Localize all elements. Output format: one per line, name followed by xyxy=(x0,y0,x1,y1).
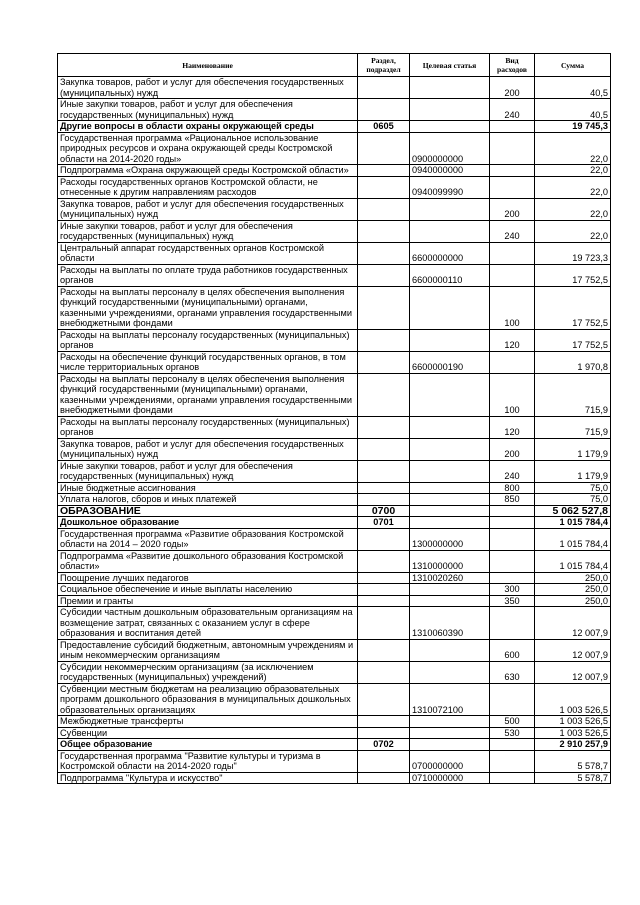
row-section xyxy=(358,132,410,165)
row-expense: 240 xyxy=(490,460,535,482)
row-name: Социальное обеспечение и иные выплаты населению xyxy=(58,584,358,596)
row-section: 0700 xyxy=(358,505,410,517)
row-section xyxy=(358,661,410,683)
row-amount: 12 007,9 xyxy=(535,607,611,640)
row-expense: 120 xyxy=(490,416,535,438)
row-name: Уплата налогов, сборов и иных платежей xyxy=(58,494,358,506)
table-row xyxy=(58,77,611,99)
table-row xyxy=(58,683,611,716)
row-target xyxy=(410,77,490,99)
row-target xyxy=(410,517,490,529)
row-expense xyxy=(490,572,535,584)
row-amount: 250,0 xyxy=(535,584,611,596)
row-target: 0940000000 xyxy=(410,165,490,177)
row-section xyxy=(358,482,410,494)
row-amount: 1 970,8 xyxy=(535,351,611,373)
row-expense xyxy=(490,121,535,133)
row-section xyxy=(358,264,410,286)
row-amount: 22,0 xyxy=(535,132,611,165)
row-target xyxy=(410,584,490,596)
row-section xyxy=(358,550,410,572)
table-row xyxy=(58,165,611,177)
row-expense: 350 xyxy=(490,595,535,607)
row-expense: 850 xyxy=(490,494,535,506)
row-section xyxy=(358,716,410,728)
row-section xyxy=(358,750,410,772)
row-target xyxy=(410,505,490,517)
table-row xyxy=(58,99,611,121)
row-target xyxy=(410,661,490,683)
row-expense xyxy=(490,528,535,550)
table-row xyxy=(58,329,611,351)
row-amount: 715,9 xyxy=(535,416,611,438)
row-name: Общее образование xyxy=(58,739,358,751)
row-section xyxy=(358,460,410,482)
row-section xyxy=(358,286,410,329)
row-name: Государственная программа «Рациональное использование природных ресурсов и охрана окружающей среды Костромской области на 2014-2020 годы» xyxy=(58,132,358,165)
table-row xyxy=(58,528,611,550)
row-target: 6600000190 xyxy=(410,351,490,373)
row-amount: 75,0 xyxy=(535,494,611,506)
table-row xyxy=(58,584,611,596)
row-expense: 500 xyxy=(490,716,535,728)
row-amount: 1 003 526,5 xyxy=(535,727,611,739)
row-expense xyxy=(490,607,535,640)
table-row xyxy=(58,242,611,264)
row-section xyxy=(358,772,410,784)
header-amount: Сумма xyxy=(535,54,611,77)
table-row xyxy=(58,505,611,517)
row-name: Другие вопросы в области охраны окружающей среды xyxy=(58,121,358,133)
row-amount: 17 752,5 xyxy=(535,329,611,351)
row-name: Расходы на выплаты по оплате труда работников государственных органов xyxy=(58,264,358,286)
row-amount: 250,0 xyxy=(535,595,611,607)
header-section: Раздел, подраздел xyxy=(358,54,410,77)
row-target xyxy=(410,329,490,351)
table-row xyxy=(58,198,611,220)
row-section: 0701 xyxy=(358,517,410,529)
row-expense: 600 xyxy=(490,639,535,661)
row-name: Субвенции xyxy=(58,727,358,739)
row-amount: 5 578,7 xyxy=(535,750,611,772)
row-amount: 1 003 526,5 xyxy=(535,683,611,716)
row-section: 0605 xyxy=(358,121,410,133)
row-name: Государственная программа "Развитие культуры и туризма в Костромской области на 2014-2020 годы" xyxy=(58,750,358,772)
row-expense: 240 xyxy=(490,99,535,121)
row-amount: 17 752,5 xyxy=(535,264,611,286)
row-target xyxy=(410,220,490,242)
row-target: 0710000000 xyxy=(410,772,490,784)
row-target xyxy=(410,416,490,438)
table-row xyxy=(58,176,611,198)
row-target: 1310060390 xyxy=(410,607,490,640)
row-amount: 1 015 784,4 xyxy=(535,517,611,529)
row-target xyxy=(410,373,490,416)
row-target: 1310072100 xyxy=(410,683,490,716)
row-section xyxy=(358,373,410,416)
row-amount: 40,5 xyxy=(535,99,611,121)
row-target: 0700000000 xyxy=(410,750,490,772)
table-row xyxy=(58,460,611,482)
row-expense: 100 xyxy=(490,286,535,329)
row-section xyxy=(358,607,410,640)
row-target xyxy=(410,99,490,121)
row-section xyxy=(358,198,410,220)
row-amount: 19 745,3 xyxy=(535,121,611,133)
row-name: Премии и гранты xyxy=(58,595,358,607)
header-expense: Вид расходов xyxy=(490,54,535,77)
row-expense xyxy=(490,505,535,517)
row-expense: 200 xyxy=(490,198,535,220)
row-section xyxy=(358,584,410,596)
row-name: Иные закупки товаров, работ и услуг для обеспечения государственных (муниципальных) нужд xyxy=(58,99,358,121)
row-name: Предоставление субсидий бюджетным, автономным учреждениям и иным некоммерческим организациям xyxy=(58,639,358,661)
row-section xyxy=(358,494,410,506)
row-name: Субсидии частным дошкольным образовательным организациям на возмещение затрат, связанных с оказанием услуг в сфере образования и воспитания детей xyxy=(58,607,358,640)
table-row xyxy=(58,595,611,607)
row-target xyxy=(410,739,490,751)
row-target xyxy=(410,727,490,739)
table-row xyxy=(58,351,611,373)
row-name: Закупка товаров, работ и услуг для обеспечения государственных (муниципальных) нужд xyxy=(58,77,358,99)
row-name: Закупка товаров, работ и услуг для обеспечения государственных (муниципальных) нужд xyxy=(58,438,358,460)
row-amount: 1 179,9 xyxy=(535,460,611,482)
row-expense: 200 xyxy=(490,77,535,99)
row-name: Подпрограмма «Развитие дошкольного образования Костромской области» xyxy=(58,550,358,572)
table-row xyxy=(58,264,611,286)
table-row xyxy=(58,572,611,584)
row-section xyxy=(358,595,410,607)
row-expense: 300 xyxy=(490,584,535,596)
row-target xyxy=(410,460,490,482)
table-row xyxy=(58,220,611,242)
row-amount: 1 003 526,5 xyxy=(535,716,611,728)
row-section xyxy=(358,528,410,550)
table-row xyxy=(58,121,611,133)
table-row xyxy=(58,716,611,728)
row-target xyxy=(410,198,490,220)
table-row xyxy=(58,750,611,772)
row-amount: 22,0 xyxy=(535,165,611,177)
header-row xyxy=(58,54,611,77)
row-section xyxy=(358,220,410,242)
table-row xyxy=(58,727,611,739)
row-expense: 240 xyxy=(490,220,535,242)
row-expense xyxy=(490,683,535,716)
row-name: Иные бюджетные ассигнования xyxy=(58,482,358,494)
row-amount: 715,9 xyxy=(535,373,611,416)
table-row xyxy=(58,286,611,329)
row-expense: 120 xyxy=(490,329,535,351)
row-section xyxy=(358,99,410,121)
header-target: Целевая статья xyxy=(410,54,490,77)
row-expense xyxy=(490,176,535,198)
row-amount: 1 179,9 xyxy=(535,438,611,460)
row-expense xyxy=(490,750,535,772)
row-expense xyxy=(490,165,535,177)
row-section xyxy=(358,351,410,373)
table-row xyxy=(58,416,611,438)
row-name: Иные закупки товаров, работ и услуг для обеспечения государственных (муниципальных) нужд xyxy=(58,460,358,482)
row-amount: 250,0 xyxy=(535,572,611,584)
table-body xyxy=(58,77,611,784)
table-row xyxy=(58,438,611,460)
row-target xyxy=(410,494,490,506)
row-target xyxy=(410,286,490,329)
row-name: Субсидии некоммерческим организациям (за исключением государственных (муниципальных) учреждений) xyxy=(58,661,358,683)
table-row xyxy=(58,132,611,165)
row-target: 1310020260 xyxy=(410,572,490,584)
row-section xyxy=(358,165,410,177)
table-row xyxy=(58,607,611,640)
row-name: Межбюджетные трансферты xyxy=(58,716,358,728)
row-expense xyxy=(490,550,535,572)
row-amount: 22,0 xyxy=(535,198,611,220)
row-expense xyxy=(490,772,535,784)
row-expense xyxy=(490,517,535,529)
row-expense: 200 xyxy=(490,438,535,460)
row-amount: 22,0 xyxy=(535,220,611,242)
row-name: Дошкольное образование xyxy=(58,517,358,529)
row-target: 1310000000 xyxy=(410,550,490,572)
row-amount: 75,0 xyxy=(535,482,611,494)
row-target xyxy=(410,121,490,133)
table-row xyxy=(58,661,611,683)
row-expense xyxy=(490,242,535,264)
row-target: 0940099990 xyxy=(410,176,490,198)
table-row xyxy=(58,373,611,416)
row-target: 0900000000 xyxy=(410,132,490,165)
row-target: 6600000110 xyxy=(410,264,490,286)
row-section xyxy=(358,572,410,584)
row-expense: 800 xyxy=(490,482,535,494)
row-section xyxy=(358,77,410,99)
row-section xyxy=(358,329,410,351)
row-section xyxy=(358,242,410,264)
row-name: Расходы на выплаты персоналу в целях обеспечения выполнения функций государственными (муниципальными) органами, казенными учреждениями, органами управления государственными внебюджетными фондами xyxy=(58,373,358,416)
row-name: Иные закупки товаров, работ и услуг для обеспечения государственных (муниципальных) нужд xyxy=(58,220,358,242)
row-name: Поощрение лучших педагогов xyxy=(58,572,358,584)
table-row xyxy=(58,772,611,784)
row-name: Расходы государственных органов Костромской области, не отнесенные к другим направлениям расходов xyxy=(58,176,358,198)
row-target: 1300000000 xyxy=(410,528,490,550)
table-row xyxy=(58,639,611,661)
table-row xyxy=(58,494,611,506)
row-amount: 17 752,5 xyxy=(535,286,611,329)
header-name: Наименование xyxy=(58,54,358,77)
row-amount: 5 062 527,8 xyxy=(535,505,611,517)
row-name: Субвенции местным бюджетам на реализацию образовательных программ дошкольного образования в муниципальных дошкольных образовательных организациях xyxy=(58,683,358,716)
row-amount: 5 578,7 xyxy=(535,772,611,784)
table-row xyxy=(58,482,611,494)
row-name: Расходы на обеспечение функций государственных органов, в том числе территориальных органов xyxy=(58,351,358,373)
row-amount: 2 910 257,9 xyxy=(535,739,611,751)
row-amount: 40,5 xyxy=(535,77,611,99)
row-target xyxy=(410,716,490,728)
table-row xyxy=(58,739,611,751)
table-header xyxy=(58,54,611,77)
row-name: Расходы на выплаты персоналу государственных (муниципальных) органов xyxy=(58,416,358,438)
row-target xyxy=(410,595,490,607)
row-amount: 1 015 784,4 xyxy=(535,528,611,550)
row-name: Закупка товаров, работ и услуг для обеспечения государственных (муниципальных) нужд xyxy=(58,198,358,220)
table-row xyxy=(58,517,611,529)
row-expense: 530 xyxy=(490,727,535,739)
budget-table xyxy=(57,53,611,784)
row-expense xyxy=(490,739,535,751)
row-section xyxy=(358,176,410,198)
row-amount: 19 723,3 xyxy=(535,242,611,264)
row-expense xyxy=(490,132,535,165)
row-name: Государственная программа «Развитие образования Костромской области на 2014 – 2020 годы» xyxy=(58,528,358,550)
table-row xyxy=(58,550,611,572)
row-name: ОБРАЗОВАНИЕ xyxy=(58,505,358,517)
row-section xyxy=(358,727,410,739)
row-amount: 12 007,9 xyxy=(535,639,611,661)
row-expense: 100 xyxy=(490,373,535,416)
row-expense xyxy=(490,351,535,373)
row-expense xyxy=(490,264,535,286)
row-section xyxy=(358,639,410,661)
row-name: Расходы на выплаты персоналу государственных (муниципальных) органов xyxy=(58,329,358,351)
row-section: 0702 xyxy=(358,739,410,751)
row-name: Расходы на выплаты персоналу в целях обеспечения выполнения функций государственными (муниципальными) органами, казенными учреждениями, органами управления государственными внебюджетными фондами xyxy=(58,286,358,329)
row-name: Центральный аппарат государственных органов Костромской области xyxy=(58,242,358,264)
row-section xyxy=(358,683,410,716)
row-expense: 630 xyxy=(490,661,535,683)
row-section xyxy=(358,416,410,438)
row-name: Подпрограмма «Охрана окружающей среды Костромской области» xyxy=(58,165,358,177)
row-target xyxy=(410,438,490,460)
row-target xyxy=(410,639,490,661)
row-amount: 22,0 xyxy=(535,176,611,198)
row-amount: 12 007,9 xyxy=(535,661,611,683)
row-amount: 1 015 784,4 xyxy=(535,550,611,572)
row-name: Подпрограмма "Культура и искусство" xyxy=(58,772,358,784)
row-target: 6600000000 xyxy=(410,242,490,264)
row-target xyxy=(410,482,490,494)
row-section xyxy=(358,438,410,460)
